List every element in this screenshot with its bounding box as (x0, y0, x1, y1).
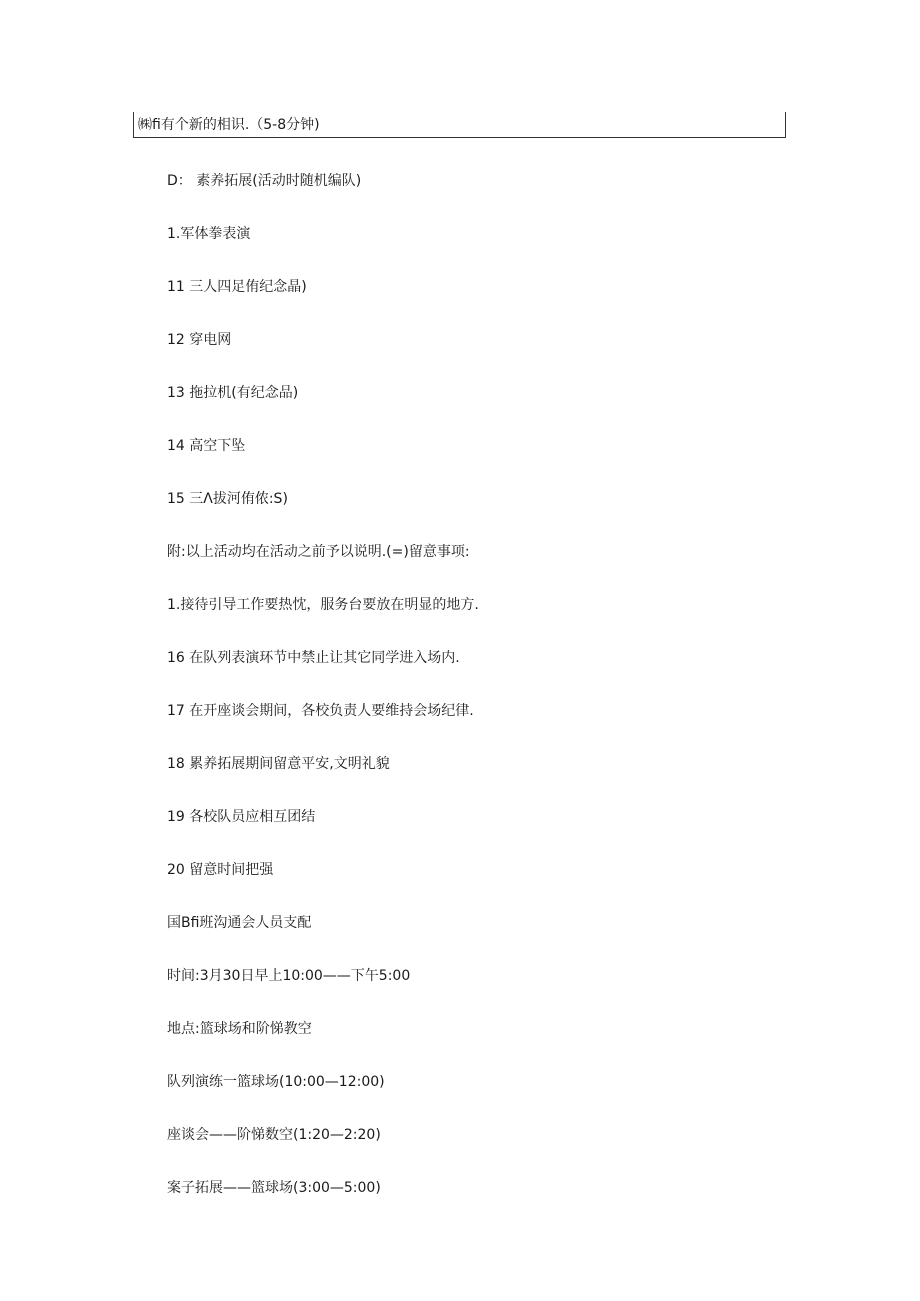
list-item: 13 拖拉机(有纪念品) (167, 385, 299, 401)
list-item: 19 各校队员应相互团结 (167, 809, 316, 825)
list-item: 15 三Λ拔河侑侬:S) (167, 491, 288, 507)
list-item: 18 累养拓展期间留意平安,文明礼貌 (167, 756, 390, 772)
schedule-item: 座谈会——阶悌数空(1:20—2:20) (167, 1127, 381, 1143)
section-heading-arrangement: 国Bfi班沟通会人员支配 (167, 915, 312, 931)
schedule-time: 时间:3月30日早上10:00——下午5:00 (167, 968, 411, 984)
list-item: 11 三人四足侑纪念晶) (167, 279, 307, 295)
note-paragraph: 附:以上活动均在活动之前予以说明.(=)留意事项: (167, 544, 470, 560)
section-heading-quality-expansion: D： 素养拓展(活动时随机编队) (167, 173, 362, 189)
list-item: 17 在开座谈会期间，各校负责人要维持会场纪律. (167, 703, 474, 719)
list-item: 1.接待引导工作要热忱，服务台要放在明显的地方. (167, 597, 479, 613)
list-item: 16 在队列表演环节中禁止让其它同学进入场内. (167, 650, 460, 666)
list-item: 1.军体拳表演 (167, 226, 251, 242)
list-item: 14 高空下坠 (167, 438, 246, 454)
list-item: 20 留意时间把强 (167, 862, 274, 878)
table-row (133, 112, 786, 138)
schedule-item: 队列演练一篮球场(10:00—12:00) (167, 1074, 385, 1090)
schedule-location: 地点:篮球场和阶悌教空 (167, 1021, 312, 1037)
table-cell-text: ㈱fi有个新的相识.（5-8分钟) (138, 117, 320, 133)
schedule-item: 案子拓展——篮球场(3:00—5:00) (167, 1180, 381, 1196)
list-item: 12 穿电网 (167, 332, 232, 348)
